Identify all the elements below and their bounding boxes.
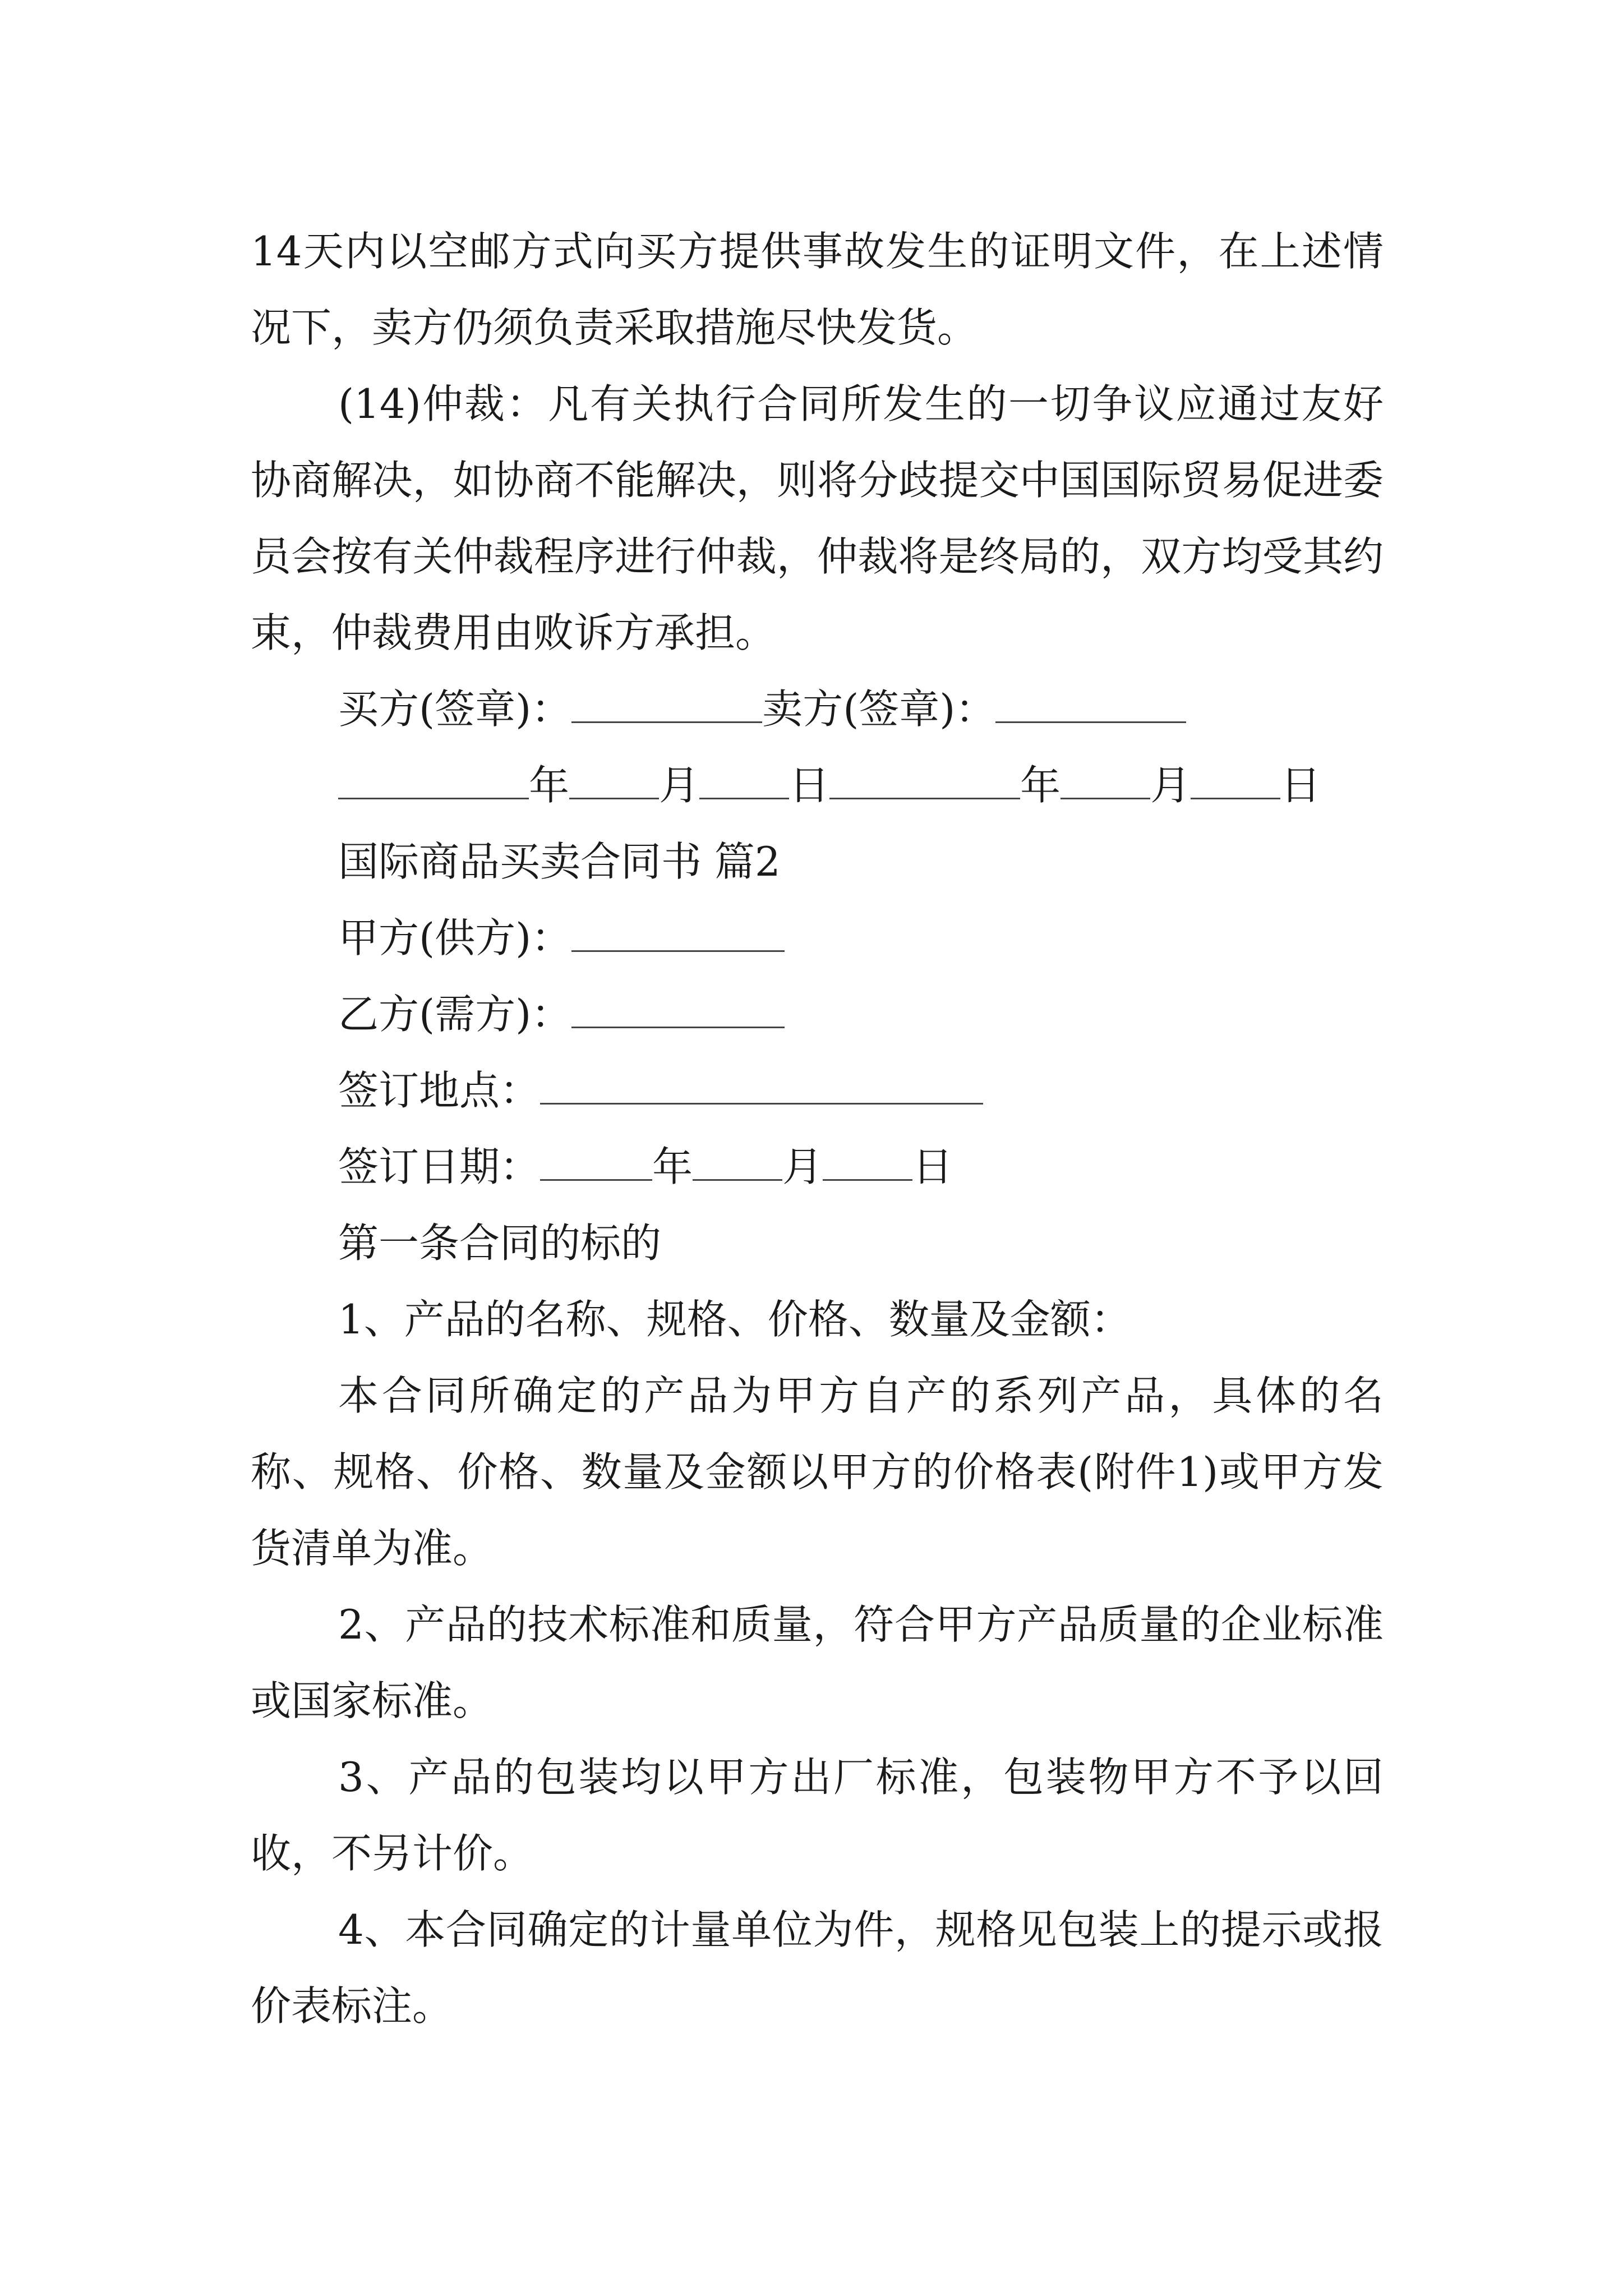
buyer-signature-label: 买方(签章)：	[338, 685, 572, 733]
day-label: 日	[1280, 762, 1321, 809]
party-a-blank	[571, 911, 785, 952]
party-b-label: 乙方(需方)：	[338, 991, 572, 1038]
section-title: 国际商品买卖合同书 篇2	[338, 838, 781, 885]
buyer-month-blank	[569, 758, 659, 799]
signature-date-line	[251, 747, 1384, 823]
sign-year-blank	[540, 1140, 652, 1181]
sign-date-label: 签订日期：	[338, 1143, 541, 1190]
item-2: 2、产品的技术标准和质量，符合甲方产品质量的企业标准或国家标准。	[251, 1601, 1384, 1724]
seller-signature-blank	[995, 682, 1186, 723]
item-3: 3、产品的包装均以甲方出厂标准，包装物甲方不予以回收，不另计价。	[251, 1754, 1384, 1877]
month-label: 月	[1150, 762, 1191, 809]
seller-year-blank	[829, 758, 1020, 799]
sign-place-label: 签订地点：	[338, 1067, 541, 1114]
party-b-blank	[571, 987, 785, 1028]
item-4: 4、本合同确定的计量单位为件，规格见包装上的提示或报价表标注。	[251, 1906, 1384, 2030]
party-b-line	[251, 976, 1384, 1052]
year-label: 年	[652, 1143, 693, 1190]
party-a-line	[251, 900, 1384, 976]
seller-day-blank	[1191, 758, 1280, 799]
sign-date-line	[251, 1129, 1384, 1205]
signature-line	[251, 671, 1384, 747]
year-label: 年	[529, 762, 570, 809]
document-page	[251, 213, 1384, 2044]
day-label: 日	[912, 1143, 953, 1190]
article-1-title: 第一条合同的标的	[338, 1220, 662, 1267]
sign-place-line	[251, 1052, 1384, 1129]
buyer-signature-blank	[571, 682, 762, 723]
buyer-year-blank	[338, 758, 529, 799]
month-label: 月	[659, 762, 700, 809]
year-label: 年	[1020, 762, 1061, 809]
sign-day-blank	[823, 1140, 912, 1181]
paragraph-force-majeure-tail: 14天内以空邮方式向买方提供事故发生的证明文件，在上述情况下，卖方仍须负责采取措施尽快发货。	[251, 228, 1384, 351]
day-label: 日	[789, 762, 830, 809]
seller-signature-label: 卖方(签章)：	[762, 685, 996, 733]
buyer-day-blank	[699, 758, 789, 799]
party-a-label: 甲方(供方)：	[338, 914, 572, 961]
paragraph-arbitration: (14)仲裁：凡有关执行合同所发生的一切争议应通过友好协商解决，如协商不能解决，则将分歧提交中国国际贸易促进委员会按有关仲裁程序进行仲裁，仲裁将是终局的，双方均受其约束，仲裁费用由败诉方承担。	[251, 380, 1384, 656]
sign-place-blank	[540, 1064, 983, 1105]
sign-month-blank	[693, 1140, 782, 1181]
month-label: 月	[782, 1143, 823, 1190]
seller-month-blank	[1061, 758, 1150, 799]
item-1-body: 本合同所确定的产品为甲方自产的系列产品，具体的名称、规格、价格、数量及金额以甲方的价格表(附件1)或甲方发货清单为准。	[251, 1372, 1384, 1572]
item-1: 1、产品的名称、规格、价格、数量及金额：	[338, 1296, 1131, 1343]
